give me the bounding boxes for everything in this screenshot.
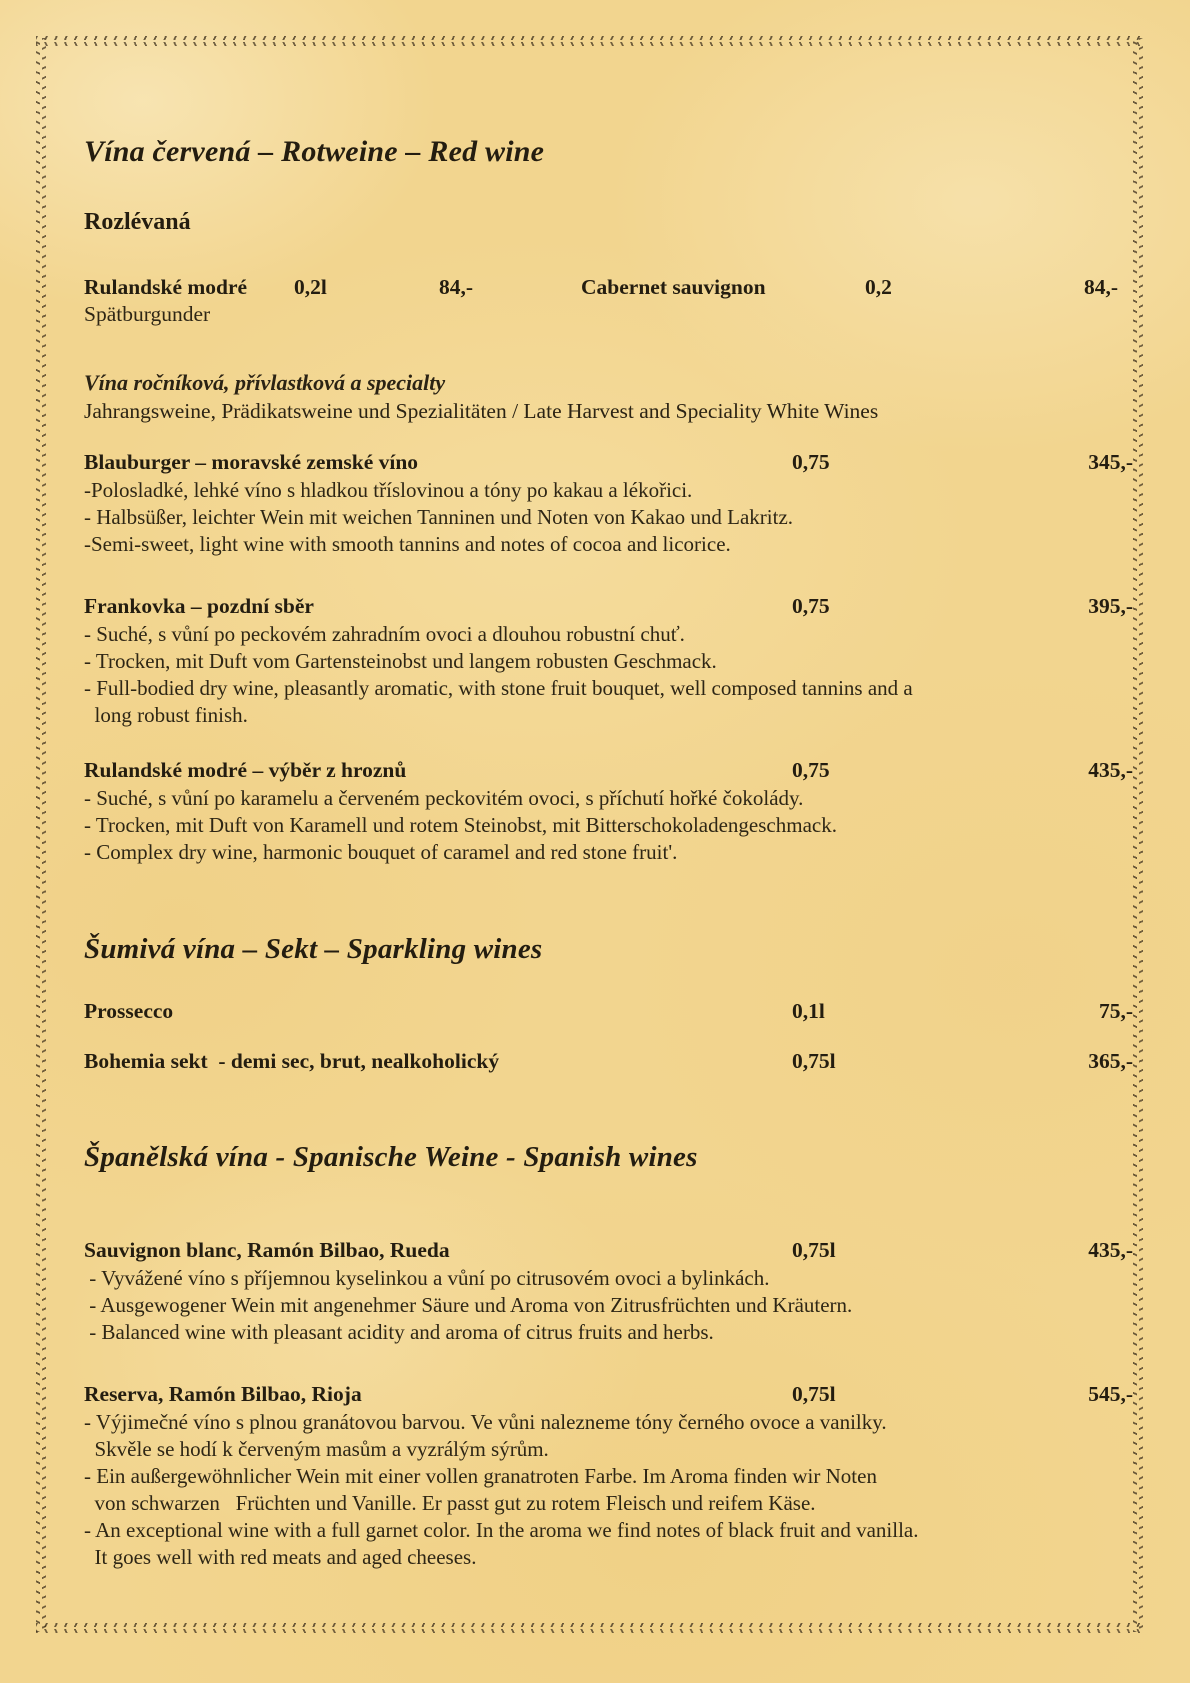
item-description-line: - Suché, s vůní po karamelu a červeném peckovitém ovoci, s příchutí hořké čokolády.: [84, 786, 804, 810]
menu-item-prossecco: [84, 997, 1133, 1026]
item-head: [84, 1380, 1133, 1409]
item-description-line: - Balanced wine with pleasant acidity and aroma of citrus fruits and herbs.: [84, 1320, 714, 1344]
item-name: Bohemia sekt - demi sec, brut, nealkoholický: [84, 1049, 500, 1073]
menu-item-reserva-rioja: [84, 1380, 1133, 1571]
item-descriptions: [84, 785, 1133, 866]
menu-item-frankovka: [84, 592, 1133, 729]
item-description-line: - Trocken, mit Duft von Karamell und rotem Steinobst, mit Bitterschokoladengeschmack.: [84, 813, 837, 837]
item-volume: 0,75: [792, 450, 830, 474]
item-price: 435,-: [1088, 1238, 1133, 1262]
item-price: 395,-: [1088, 594, 1133, 618]
heading-sparkling-wines: Šumivá vína – Sekt – Sparkling wines: [84, 933, 543, 965]
item-head: [84, 1047, 1133, 1076]
vintage-subheading: Jahrangsweine, Prädikatsweine und Spezialitäten / Late Harvest and Speciality White Wines: [84, 399, 879, 423]
item-descriptions: [84, 1265, 1133, 1346]
item-description-line: - Trocken, mit Duft vom Gartensteinobst und langem robusten Geschmack.: [84, 649, 717, 673]
item-price: 75,-: [1098, 999, 1133, 1023]
item-price: 545,-: [1088, 1382, 1133, 1406]
item-description-line: -Polosladké, lehké víno s hladkou tříslovinou a tóny po kakau a lékořici.: [84, 478, 693, 502]
item-description-line: - Full-bodied dry wine, pleasantly aromatic, with stone fruit bouquet, well composed tannins and a: [84, 676, 913, 700]
item-name: Rulandské modré: [84, 275, 248, 299]
item-description-line: - Suché, s vůní po peckovém zahradním ovoci a dlouhou robustní chuť.: [84, 622, 685, 646]
decorative-stitch-border-right: [1133, 38, 1144, 1632]
item-descriptions: [84, 477, 1133, 558]
menu-item-rulandske-vyber: [84, 756, 1133, 866]
item-price: 365,-: [1088, 1049, 1133, 1073]
item-name: Prossecco: [84, 999, 174, 1023]
item-description-line: It goes well with red meats and aged cheeses.: [84, 1545, 477, 1569]
menu-item-bohemia-sekt: [84, 1047, 1133, 1076]
item-description-line: - Ein außergewöhnlicher Wein mit einer vollen granatroten Farbe. Im Aroma finden wir Noten: [84, 1464, 877, 1488]
item-descriptions: [84, 621, 1133, 729]
item-description-line: - An exceptional wine with a full garnet color. In the aroma we find notes of black fruit and vanilla.: [84, 1518, 919, 1542]
item-volume: 0,75l: [792, 1049, 836, 1073]
item-head: [84, 997, 1133, 1026]
item-volume: 0,75l: [792, 1382, 836, 1406]
item-head: [84, 1236, 1133, 1265]
item-name: Rulandské modré – výběr z hroznů: [84, 758, 407, 782]
page-title: Vína červená – Rotweine – Red wine: [84, 135, 545, 168]
item-description-line: - Výjimečné víno s plnou granátovou barvou. Ve vůni nalezneme tóny černého ovoce a vanilky.: [84, 1410, 887, 1434]
item-price: 345,-: [1088, 450, 1133, 474]
item-name: Sauvignon blanc, Ramón Bilbao, Rueda: [84, 1238, 450, 1262]
item-volume: 0,2: [865, 275, 892, 299]
item-description-line: von schwarzen Früchten und Vanille. Er passt gut zu rotem Fleisch und reifem Käse.: [84, 1491, 816, 1515]
item-head: [84, 448, 1133, 477]
poured-wine-row: [84, 273, 1133, 343]
item-price: 84,-: [439, 275, 474, 299]
item-name: Frankovka – pozdní sběr: [84, 594, 314, 618]
item-volume: 0,75l: [792, 1238, 836, 1262]
item-description-line: long robust finish.: [84, 703, 248, 727]
decorative-stitch-border-left: [36, 38, 47, 1632]
vintage-heading: Vína ročníková, přívlastková a specialty: [84, 370, 446, 395]
item-volume: 0,2l: [294, 275, 327, 299]
item-description-line: - Vyvážené víno s příjemnou kyselinkou a vůní po citrusovém ovoci a bylinkách.: [84, 1266, 770, 1290]
item-price: 84,-: [1083, 275, 1118, 299]
item-description-line: - Halbsüßer, leichter Wein mit weichen Tanninen und Noten von Kakao und Lakritz.: [84, 505, 794, 529]
menu-item-blauburger: [84, 448, 1133, 558]
menu-item-sauvignon-blanc: [84, 1236, 1133, 1346]
item-name: Blauburger – moravské zemské víno: [84, 450, 419, 474]
item-description-line: Skvěle se hodí k červeným masům a vyzrálým sýrům.: [84, 1437, 549, 1461]
item-price: 435,-: [1088, 758, 1133, 782]
item-volume: 0,75: [792, 594, 830, 618]
item-volume: 0,1l: [792, 999, 825, 1023]
item-description-line: - Ausgewogener Wein mit angenehmer Säure und Aroma von Zitrusfrüchten und Kräutern.: [84, 1293, 853, 1317]
heading-poured-wines: Rozlévaná: [84, 209, 191, 235]
heading-vintage-wines: [84, 369, 1133, 425]
item-description-line: - Complex dry wine, harmonic bouquet of caramel and red stone fruit'.: [84, 840, 678, 864]
heading-spanish-wines: Španělská vína - Spanische Weine - Spanish wines: [84, 1141, 698, 1173]
item-head: [84, 756, 1133, 785]
item-name: Reserva, Ramón Bilbao, Rioja: [84, 1382, 362, 1406]
item-descriptions: [84, 1409, 1133, 1571]
item-head: [84, 592, 1133, 621]
item-description-line: -Semi-sweet, light wine with smooth tannins and notes of cocoa and licorice.: [84, 532, 731, 556]
item-volume: 0,75: [792, 758, 830, 782]
item-name: Cabernet sauvignon: [581, 275, 766, 299]
menu-content: [84, 0, 1133, 1683]
item-subname: Spätburgunder: [84, 302, 211, 326]
